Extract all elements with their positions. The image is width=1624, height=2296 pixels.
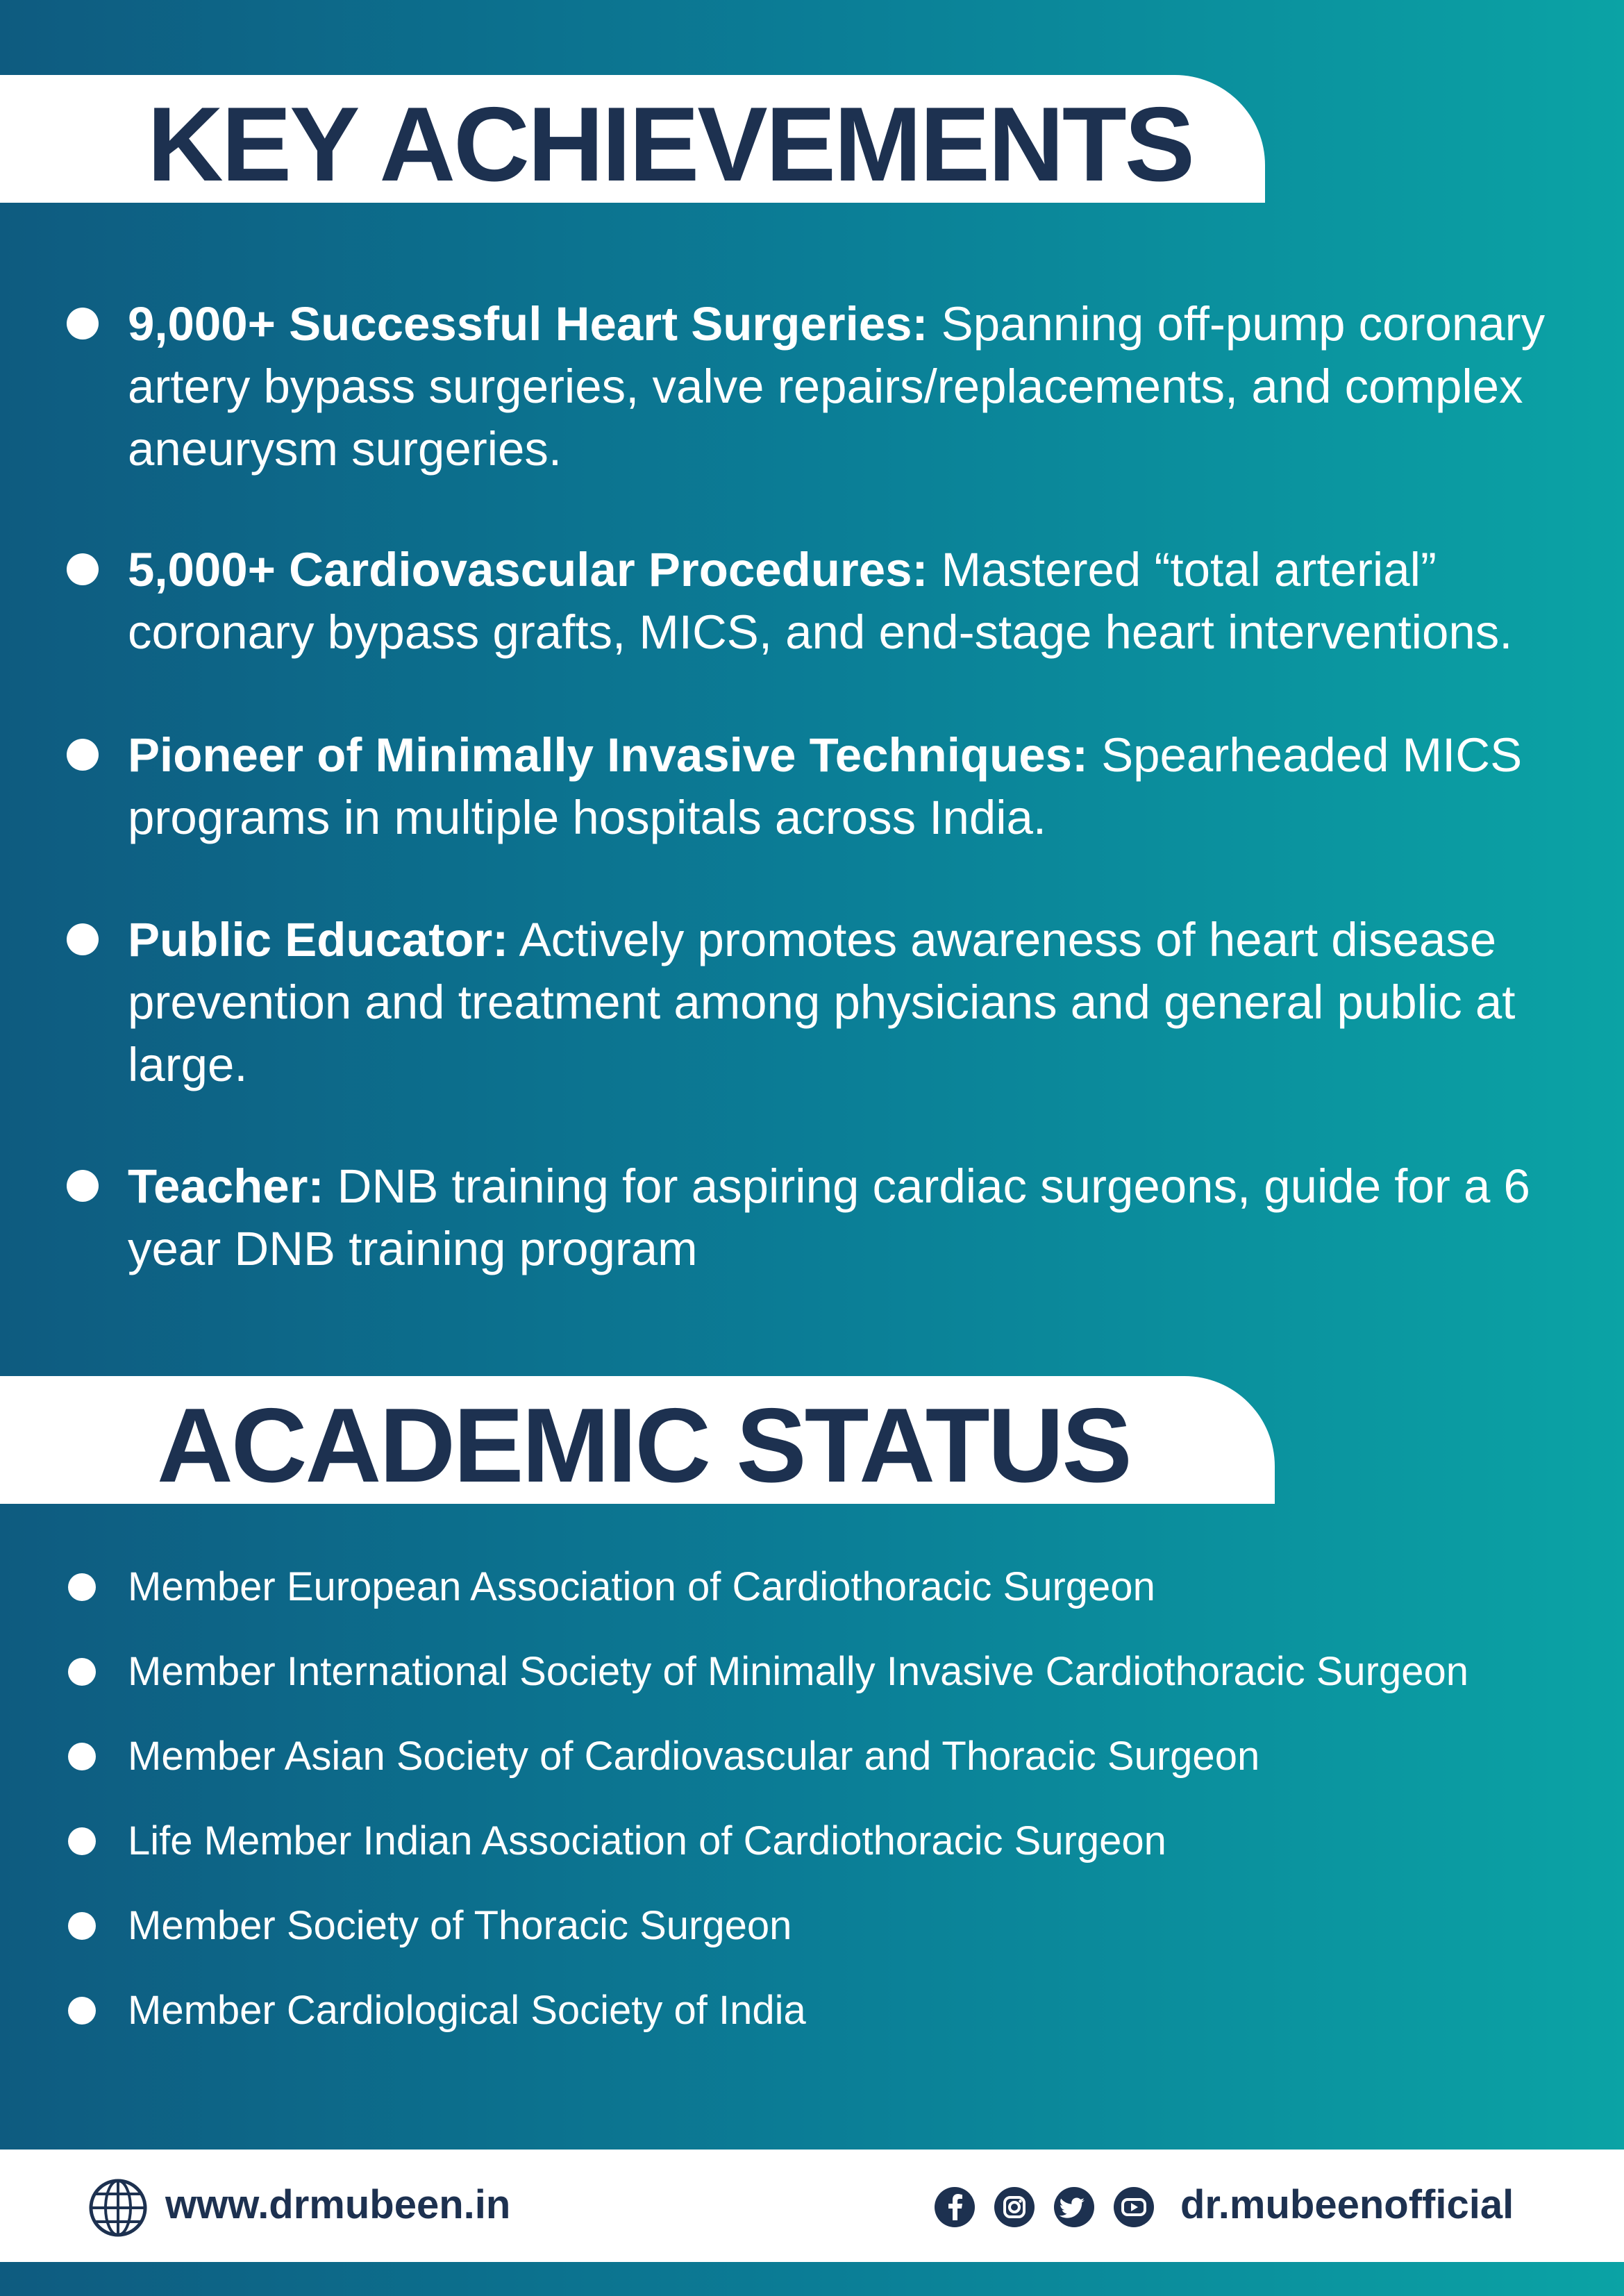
bullet-icon xyxy=(68,1658,96,1686)
facebook-icon[interactable] xyxy=(935,2187,975,2227)
bullet-icon xyxy=(67,1170,99,1202)
academic-item: Member Society of Thoracic Surgeon xyxy=(128,1903,792,1948)
key-achievements-title: KEY ACHIEVEMENTS xyxy=(147,85,1194,203)
footer-bottom-strip xyxy=(0,2262,1624,2296)
achievement-text: Spearheaded MICS programs in multiple hospitals across India. xyxy=(128,728,1523,844)
academic-item: Life Member Indian Association of Cardiothoracic Surgeon xyxy=(128,1818,1166,1863)
academic-item: Member Asian Society of Cardiovascular and Thoracic Surgeon xyxy=(128,1734,1260,1779)
achievement-text: Spanning off-pump coronary artery bypass surgeries, valve repairs/replacements, and complex aneurysm surgeries. xyxy=(128,297,1546,476)
bullet-icon xyxy=(68,1743,96,1770)
globe-icon xyxy=(89,2179,147,2237)
twitter-icon[interactable] xyxy=(1054,2187,1094,2227)
bullet-icon xyxy=(67,308,99,340)
bullet-icon xyxy=(68,1573,96,1601)
key-achievements-banner xyxy=(0,75,1265,203)
achievement-lead: Pioneer of Minimally Invasive Techniques: xyxy=(128,728,1088,782)
bullet-icon xyxy=(68,1912,96,1940)
achievement-text: Actively promotes awareness of heart disease prevention and treatment among physicians and general public at large. xyxy=(128,913,1516,1091)
achievement-lead: 9,000+ Successful Heart Surgeries: xyxy=(128,297,928,351)
bullet-icon xyxy=(68,1827,96,1855)
academic-item: Member International Society of Minimally Invasive Cardiothoracic Surgeon xyxy=(128,1649,1468,1694)
bullet-icon xyxy=(67,739,99,771)
website-link[interactable]: www.drmubeen.in xyxy=(165,2182,511,2227)
academic-status-title: ACADEMIC STATUS xyxy=(157,1386,1130,1505)
achievement-lead: Teacher: xyxy=(128,1159,324,1213)
instagram-icon[interactable] xyxy=(994,2187,1035,2227)
academic-item: Member Cardiological Society of India xyxy=(128,1988,806,2033)
achievement-lead: 5,000+ Cardiovascular Procedures: xyxy=(128,543,928,596)
achievement-text: DNB training for aspiring cardiac surgeons, guide for a 6 year DNB training program xyxy=(128,1159,1530,1275)
footer xyxy=(0,2150,1624,2262)
youtube-icon[interactable] xyxy=(1114,2187,1154,2227)
academic-status-banner xyxy=(0,1376,1275,1504)
bullet-icon xyxy=(67,553,99,585)
achievement-text: Mastered “total arterial” coronary bypass grafts, MICS, and end-stage heart interventions. xyxy=(128,543,1513,659)
social-handle-link[interactable]: dr.mubeenofficial xyxy=(1180,2182,1514,2227)
bullet-icon xyxy=(68,1997,96,2025)
bullet-icon xyxy=(67,923,99,955)
academic-item: Member European Association of Cardiothoracic Surgeon xyxy=(128,1564,1155,1609)
achievement-lead: Public Educator: xyxy=(128,913,509,966)
